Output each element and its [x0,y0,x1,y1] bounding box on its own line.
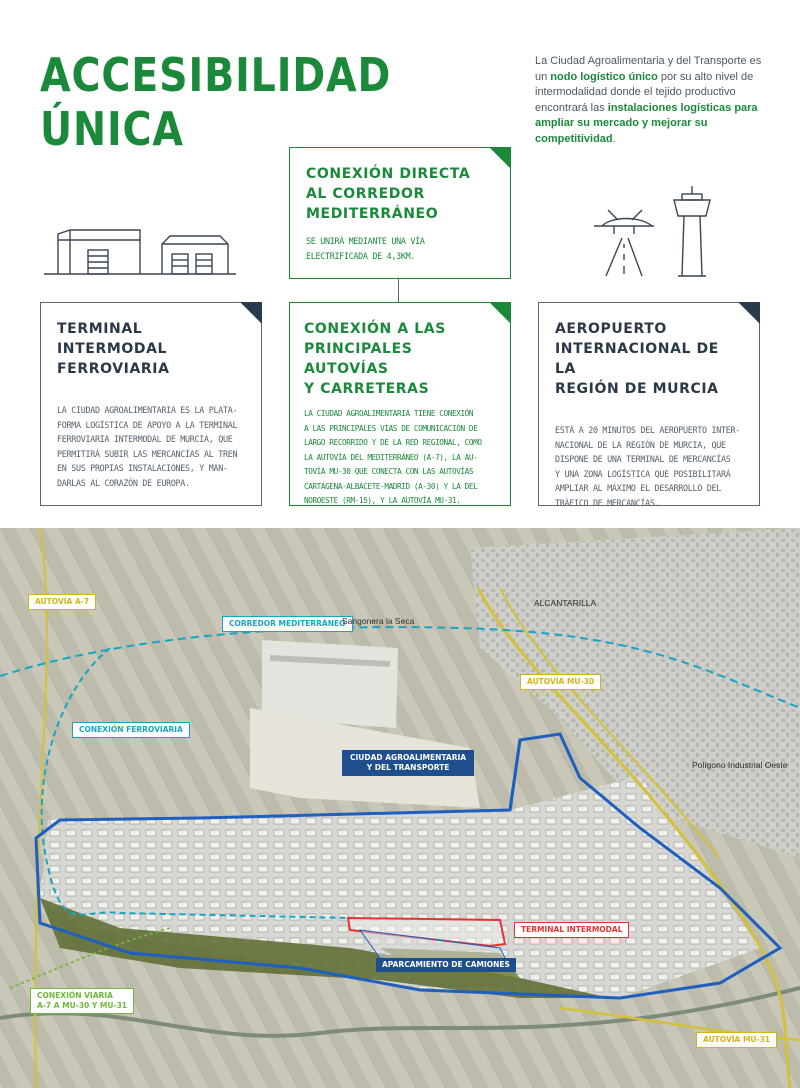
label-autovia-mu30: AUTOVÍA MU-30 [520,674,601,690]
label-terminal-intermodal: TERMINAL INTERMODAL [514,922,629,938]
card-title: CONEXIÓN A LAS PRINCIPALES AUTOVÍAS Y CARRETERAS [304,321,446,397]
place-poligono: Polígono Industrial Oeste [692,760,788,770]
label-autovia-a7: AUTOVÍA A-7 [28,594,96,610]
connector-line [398,278,399,302]
label-conexion-viaria: CONEXIÓN VIARIA A-7 A MU-30 Y MU-31 [30,988,134,1014]
card-title: AEROPUERTO INTERNACIONAL DE LA REGIÓN DE MURCIA [555,321,719,397]
label-corredor: CORREDOR MEDITERRÁNEO [222,616,353,632]
aerial-map [0,528,800,1088]
card-body: LA CIUDAD AGROALIMENTARIA TIENE CONEXIÓN A LAS PRINCIPALES VÍAS DE COMUNICACIÓN DE LARGO RECORRIDO Y DE LA RED REGIONAL, COMO LA AUTOVÍA DEL MEDITERRÁNEO (A-7), LA AU- TOVÍA MU-30 QUE CONECTA CON LAS AUTOVÍAS CARTAGENA-ALBACETE-MADRID (A-30) Y LA DEL NOROESTE (RM-15), Y LA AUTOVÍA MU-31. [304,409,482,505]
title-line-1: ACCESIBILIDAD [40,48,392,102]
intro-highlight-2: instalaciones logísticas para ampliar su mercado y mejorar su competitividad [535,101,758,145]
intro-highlight-1: nodo logístico único [550,70,658,83]
card-terminal-intermodal [40,302,262,506]
card-autovias [289,302,511,506]
title-line-2: ÚNICA [40,102,184,156]
card-body: SE UNIRÁ MEDIANTE UNA VÍA ELECTRIFICADA DE 4,3KM. [306,236,425,261]
card-title: TERMINAL INTERMODAL FERROVIARIA [57,321,170,377]
card-corner [240,302,262,324]
label-ciudad-agroalimentaria: CIUDAD AGROALIMENTARIA Y DEL TRANSPORTE [342,750,474,776]
card-corner [489,302,511,324]
card-body: ESTÁ A 20 MINUTOS DEL AEROPUERTO INTER- NACIONAL DE LA REGIÓN DE MURCIA, QUE DISPONE DE UNA TERMINAL DE MERCANCÍAS Y UNA ZONA LOGÍSTICA QUE POSIBILITARÁ AMPLIAR AL MÁXIMO EL DESARROLLO DEL TRÁFICO DE MERCANCÍAS. [555,425,740,508]
card-corner [489,147,511,169]
card-body: LA CIUDAD AGROALIMENTARIA ES LA PLATA- FORMA LOGÍSTICA DE APOYO A LA TERMINAL FERROVIARIA INTERMODAL DE MURCIA, QUE PERMITIRÁ SUBIR LAS MERCANCÍAS AL TREN EN SUS PROPIAS INSTALACIONES, Y MAN- DARLAS AL CORAZÓN DE EUROPA. [57,405,238,488]
label-conexion-ferroviaria: CONEXIÓN FERROVIARIA [72,722,190,738]
label-aparcamiento: APARCAMIENTO DE CAMIONES [376,958,516,972]
card-title: CONEXIÓN DIRECTA AL CORREDOR MEDITERRÁNEO [306,166,471,222]
intro-paragraph: La Ciudad Agroalimentaria y del Transporte es un nodo logístico único por su alto nivel de intermodalidad donde el tejido productivo encontrará las instalaciones logísticas para ampliar su mercado y mejorar su competitividad. [535,55,762,145]
card-corredor-mediterraneo [289,147,511,279]
card-corner [738,302,760,324]
page-title [40,48,391,156]
label-autovia-mu31: AUTOVÍA MU-31 [696,1032,777,1048]
airport-icon [594,186,716,278]
warehouse-icon [44,212,236,276]
card-aeropuerto [538,302,760,506]
place-alcantarilla: ALCANTARILLA [534,598,597,608]
place-sangonera: Sangonera la Seca [342,616,415,626]
